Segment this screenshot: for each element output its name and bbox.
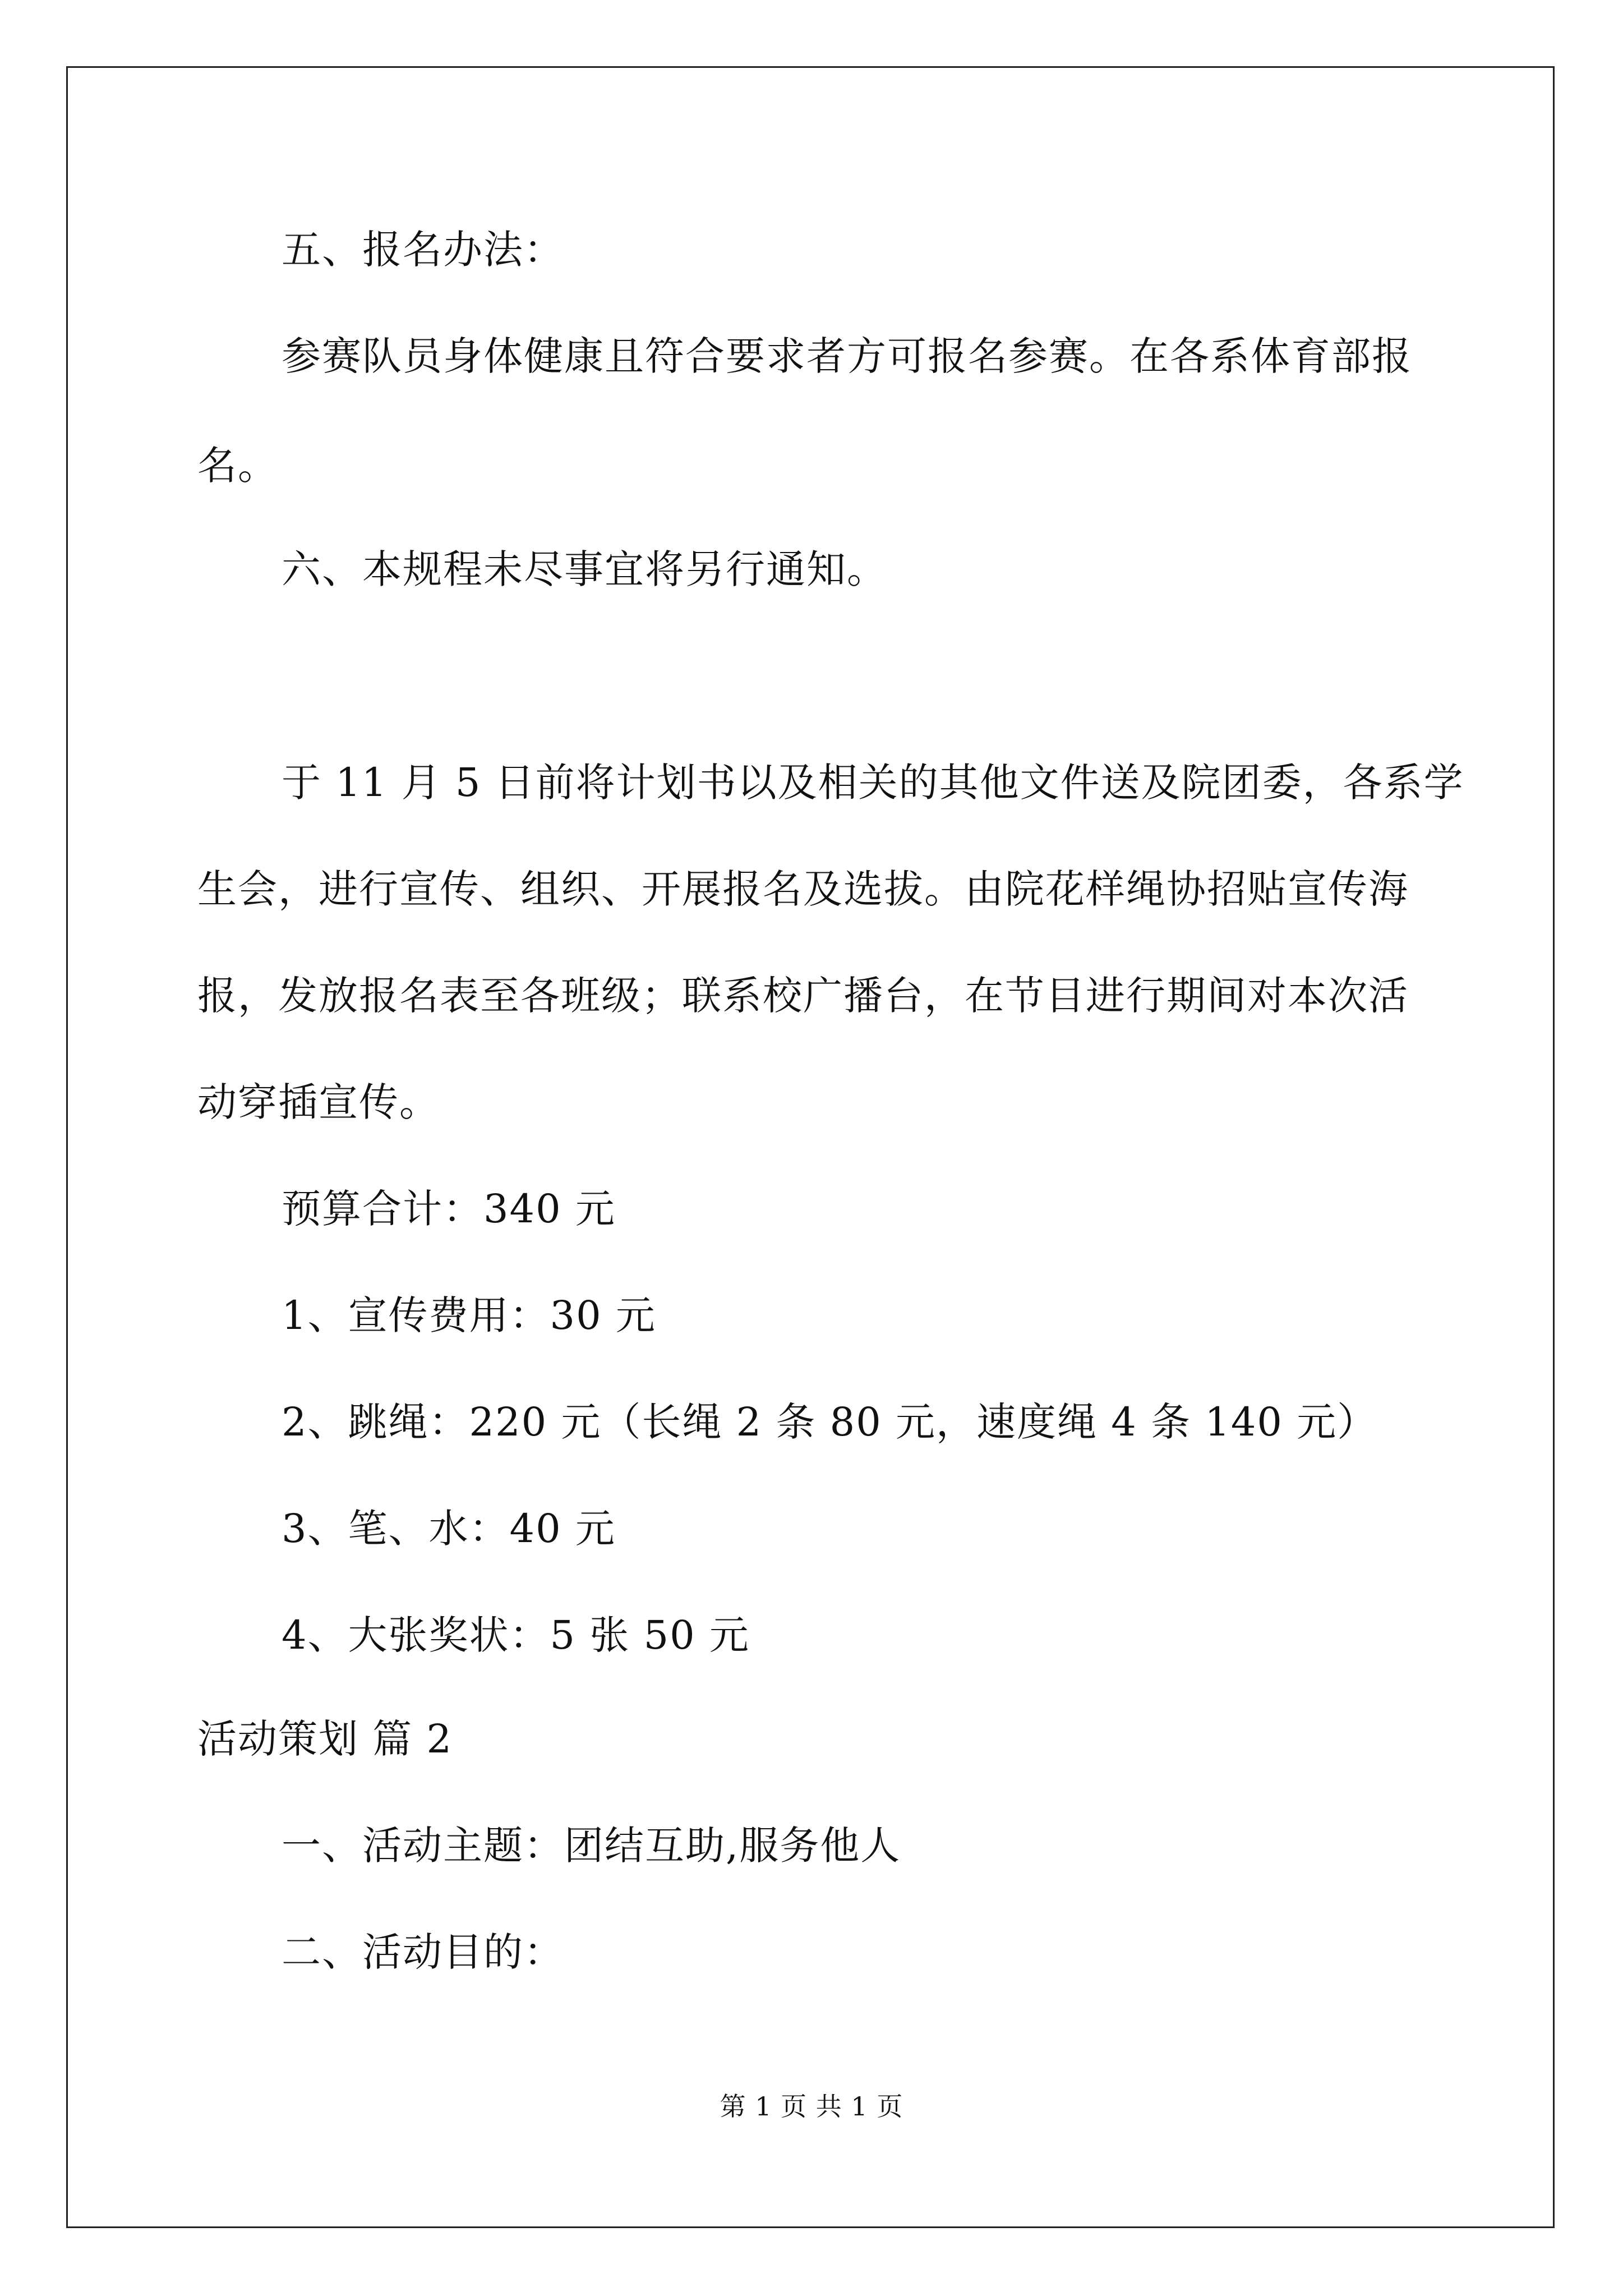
paragraph-line: 报，发放报名表至各班级；联系校广播台，在节目进行期间对本次活	[197, 973, 1409, 1019]
section-heading-theme: 一、活动主题：团结互助,服务他人	[282, 1823, 901, 1869]
section-heading-registration: 五、报名办法：	[282, 227, 564, 273]
section-heading-purpose: 二、活动目的：	[282, 1929, 564, 1975]
paragraph-line: 动穿插宣传。	[197, 1079, 440, 1125]
budget-item: 2、跳绳：220 元（长绳 2 条 80 元，速度绳 4 条 140 元）	[282, 1399, 1378, 1445]
budget-item: 4、大张奖状：5 张 50 元	[282, 1612, 750, 1658]
budget-item: 3、笔、水：40 元	[282, 1506, 616, 1552]
paragraph-line: 于 11 月 5 日前将计划书以及相关的其他文件送及院团委，各系学	[282, 760, 1464, 806]
paragraph-line: 生会，进行宣传、组织、开展报名及选拔。由院花样绳协招贴宣传海	[197, 866, 1409, 912]
page-number-footer: 第 1 页 共 1 页	[720, 2091, 903, 2122]
paragraph-line: 参赛队员身体健康且符合要求者方可报名参赛。在各系体育部报	[282, 333, 1412, 379]
section-heading-notice: 六、本规程未尽事宜将另行通知。	[282, 546, 887, 592]
budget-item: 1、宣传费用：30 元	[282, 1292, 656, 1338]
page-border	[66, 66, 1555, 2228]
paragraph-line: 名。	[197, 443, 278, 489]
budget-total: 预算合计：340 元	[282, 1186, 616, 1232]
article-heading: 活动策划 篇 2	[197, 1716, 453, 1762]
